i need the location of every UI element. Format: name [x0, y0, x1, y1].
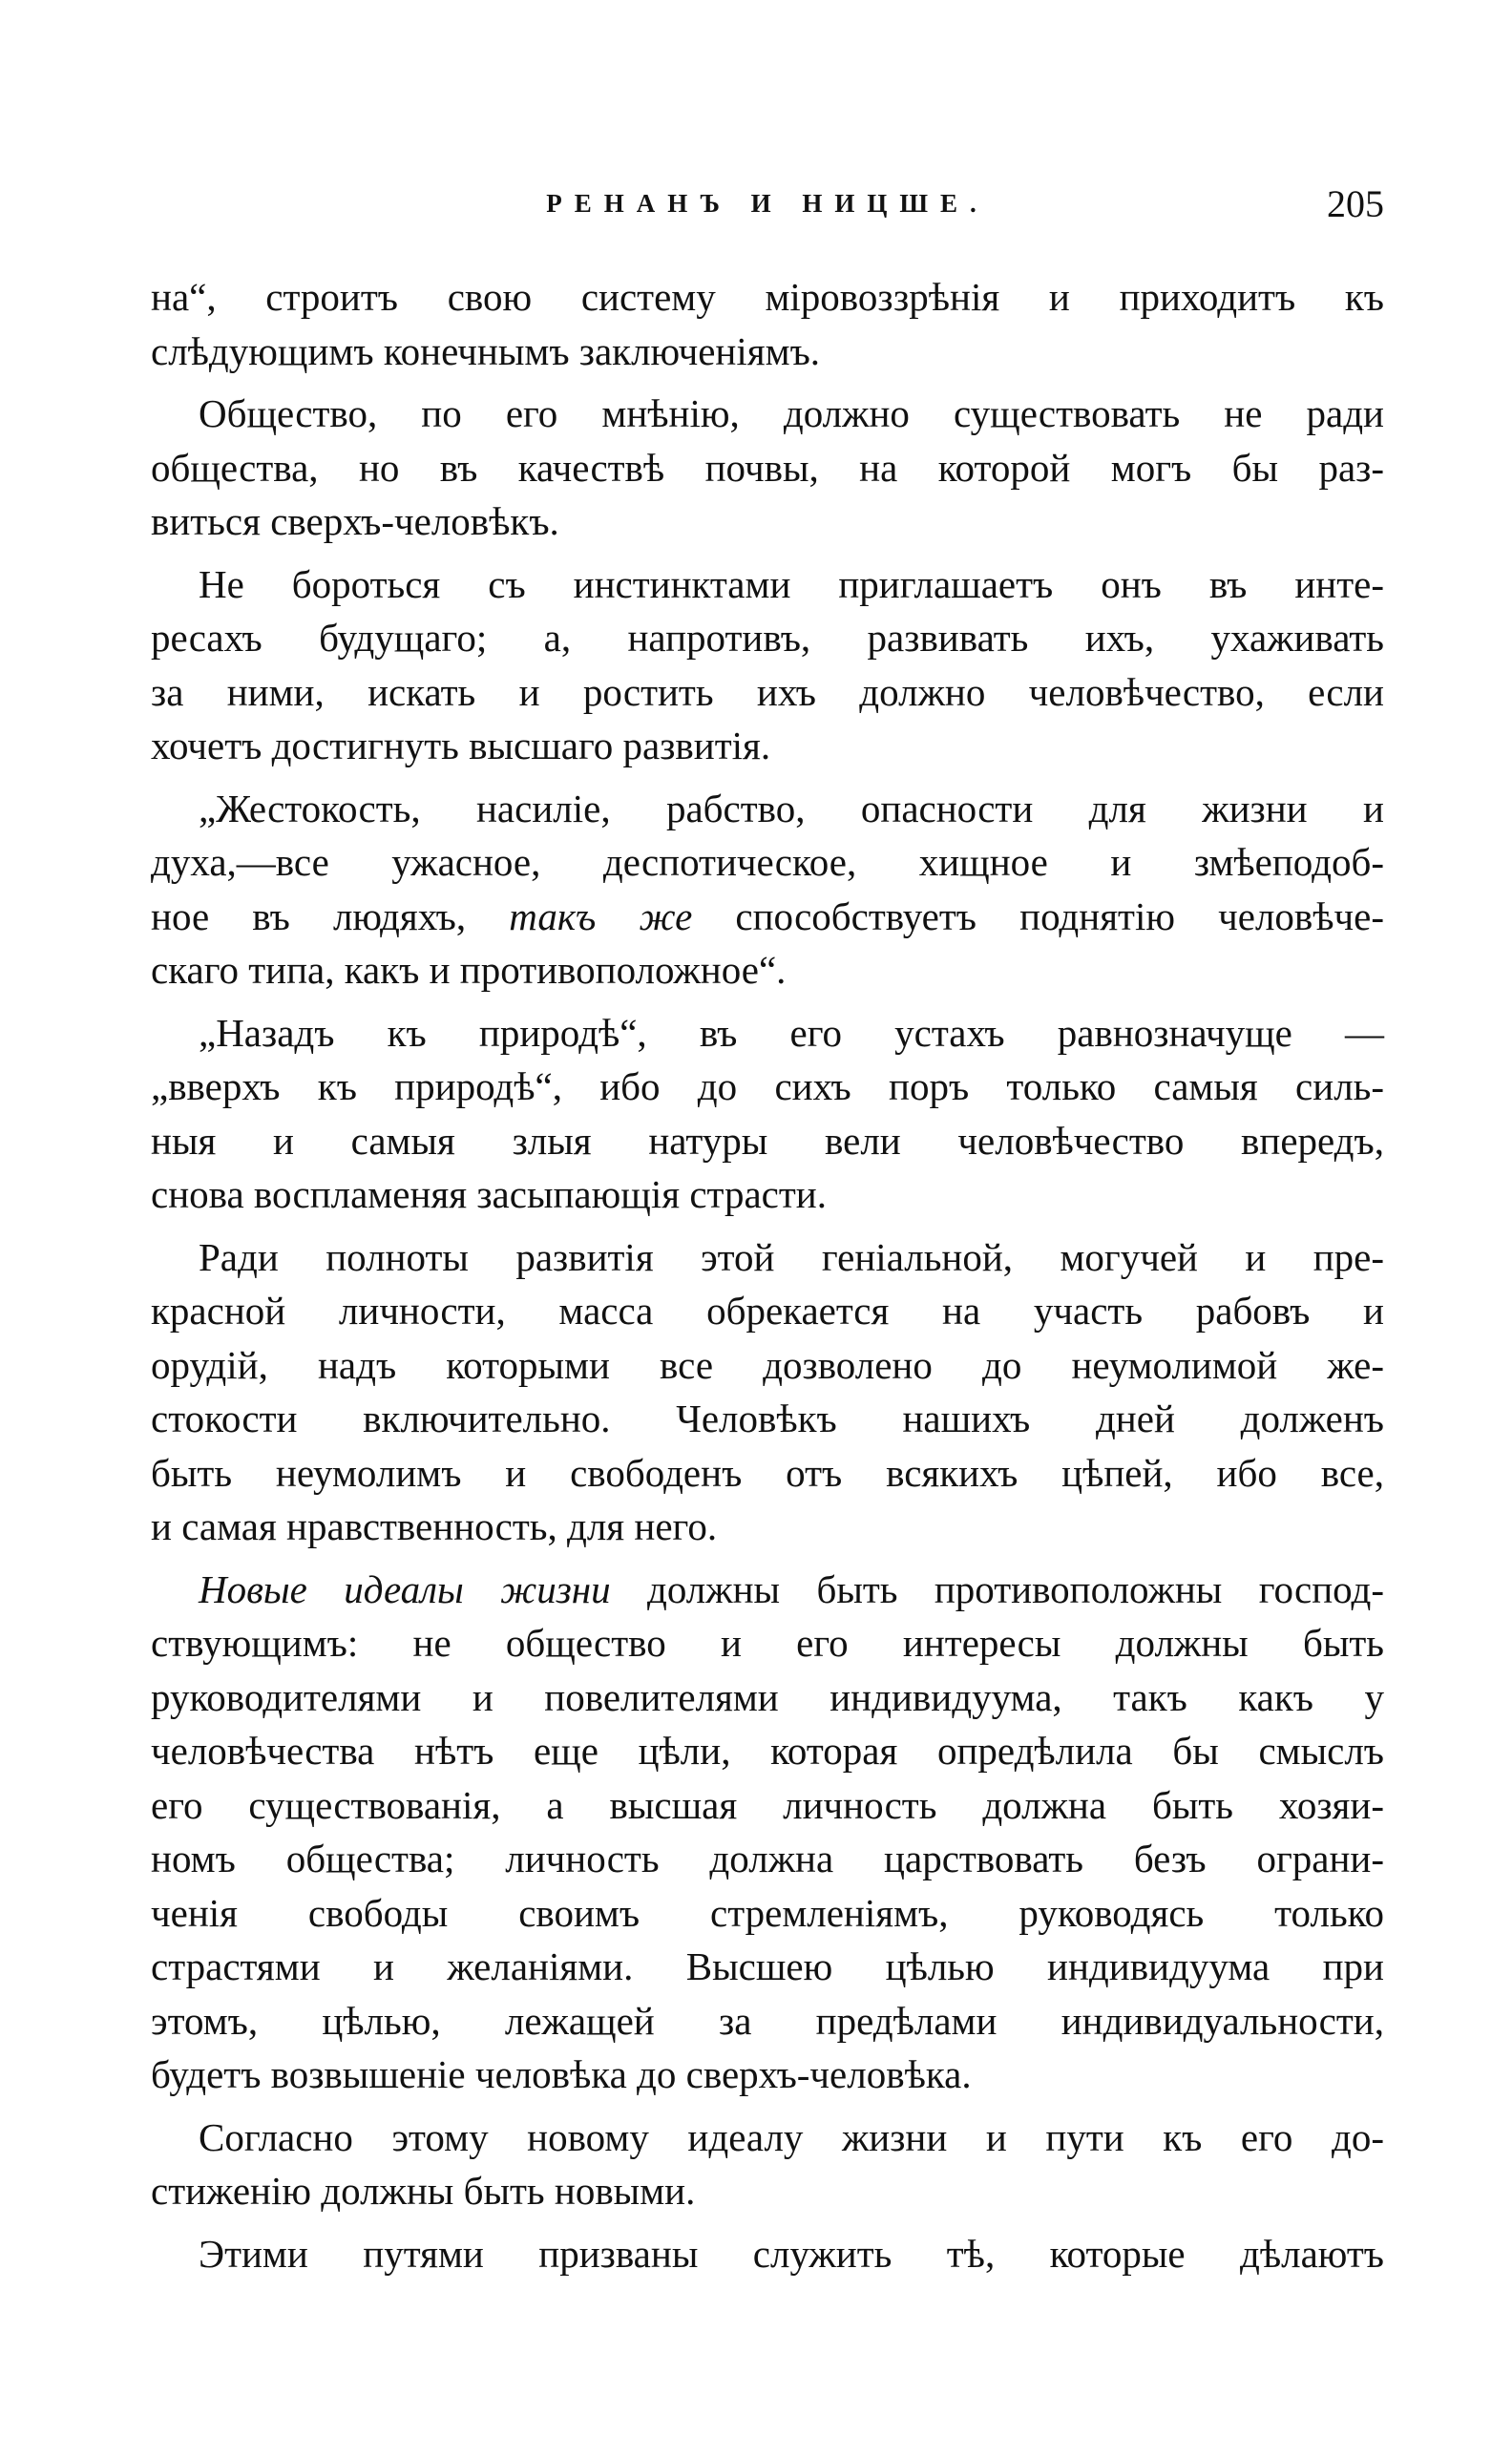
text-segment: ствующимъ: не общество и его интересы должны быть: [151, 1621, 1384, 1665]
italic-emphasis: Новые идеалы жизни: [199, 1566, 611, 1611]
text-segment: „вверхъ къ природѣ“, ибо до сихъ поръ только самыя силь-: [151, 1064, 1384, 1108]
text-line: [151, 1284, 1384, 1338]
text-line: [151, 2048, 1384, 2102]
text-segment: Согласно этому новому идеалу жизни и пути къ его до-: [199, 2114, 1384, 2159]
text-segment: стиженію должны быть новыми.: [151, 2169, 696, 2213]
paragraph: [151, 557, 1384, 773]
text-segment: ныя и самыя злыя натуры вели человѣчество впередъ,: [151, 1118, 1384, 1163]
text-segment: его существованія, а высшая личность должна быть хозяи-: [151, 1782, 1384, 1827]
text-line: [151, 441, 1384, 495]
text-segment: снова воспламеняя засыпающія страсти.: [151, 1172, 827, 1216]
text-line: [151, 1778, 1384, 1833]
text-segment: ченія свободы своимъ стремленіямъ, руководясь только: [151, 1890, 1384, 1935]
text-segment: ресахъ будущаго; а, напротивъ, развивать ихъ, ухаживать: [151, 616, 1384, 660]
text-line: [151, 1167, 1384, 1222]
text-segment: быть неумолимъ и свободенъ отъ всякихъ цѣпей, ибо все,: [151, 1450, 1384, 1495]
text-segment: слѣдующимъ конечнымъ заключеніямъ.: [151, 328, 821, 373]
text-line: [151, 890, 1384, 944]
text-line: [151, 1940, 1384, 1994]
text-line: [151, 1616, 1384, 1670]
paragraph: [151, 1006, 1384, 1222]
text-segment: орудій, надъ которыми все дозволено до неумолимой же-: [151, 1342, 1384, 1387]
text-line: [151, 2227, 1384, 2281]
page-header: [151, 181, 1384, 229]
text-line: [151, 943, 1384, 998]
paragraph: [151, 782, 1384, 998]
text-line: [151, 1114, 1384, 1168]
text-segment: общества, но въ качествѣ почвы, на которой могъ бы раз-: [151, 445, 1384, 490]
text-segment: „Жестокость, насиліе, рабство, опасности для жизни и: [199, 786, 1384, 830]
paragraph: [151, 270, 1384, 378]
text-segment: за ними, искать и ростить ихъ должно человѣчество, если: [151, 669, 1384, 714]
text-line: [151, 325, 1384, 379]
text-segment: скаго типа, какъ и противоположное“.: [151, 948, 787, 992]
text-segment: стокости включительно. Человѣкъ нашихъ дней долженъ: [151, 1397, 1384, 1440]
text-segment: красной личности, масса обрекается на участь рабовъ и: [151, 1289, 1384, 1333]
text-line: [151, 557, 1384, 612]
text-segment: Общество, по его мнѣнію, должно существовать не ради: [199, 391, 1384, 435]
text-segment: человѣчества нѣтъ еще цѣли, которая опредѣлила бы смыслъ: [151, 1729, 1384, 1773]
text-line: [151, 1392, 1384, 1446]
text-segment: способствуетъ поднятію человѣче-: [692, 893, 1385, 938]
text-line: [151, 494, 1384, 549]
paragraph: [151, 1230, 1384, 1554]
text-line: [151, 1994, 1384, 2048]
text-line: [151, 1446, 1384, 1501]
text-line: [151, 1670, 1384, 1725]
paragraph: [151, 1563, 1384, 2102]
text-segment: этомъ, цѣлью, лежащей за предѣлами индивидуальности,: [151, 1998, 1384, 2043]
text-segment: руководителями и повелителями индивидуума, такъ какъ у: [151, 1674, 1384, 1719]
text-segment: должны быть противоположны господ-: [610, 1566, 1384, 1611]
body-text: [151, 270, 1384, 2289]
text-segment: номъ общества; личность должна царствовать безъ ограни-: [151, 1837, 1384, 1880]
text-segment: Ради полноты развитія этой геніальной, могучей и пре-: [199, 1234, 1384, 1279]
page-number: 205: [1327, 182, 1384, 225]
text-line: [151, 611, 1384, 665]
text-line: [151, 2111, 1384, 2165]
text-segment: духа,—все ужасное, деспотическое, хищное и змѣеподоб-: [151, 840, 1384, 884]
text-segment: ное въ людяхъ,: [151, 893, 510, 938]
text-line: [151, 1832, 1384, 1886]
text-line: [151, 387, 1384, 441]
paragraph: [151, 387, 1384, 549]
text-line: [151, 1230, 1384, 1285]
text-segment: Не бороться съ инстинктами приглашаетъ онъ въ инте-: [199, 561, 1384, 606]
running-title: РЕНАНЪ И НИЦШЕ.: [546, 189, 989, 218]
text-line: [151, 1563, 1384, 1617]
text-segment: страстями и желаніями. Высшею цѣлью индивидуума при: [151, 1944, 1384, 1988]
text-line: [151, 1338, 1384, 1393]
text-line: [151, 665, 1384, 720]
text-line: [151, 1500, 1384, 1554]
paragraph: [151, 2227, 1384, 2281]
text-segment: на“, строитъ свою систему міровоззрѣнія и приходитъ къ: [151, 275, 1384, 319]
text-segment: хочетъ достигнуть высшаго развитія.: [151, 724, 771, 767]
text-line: [151, 270, 1384, 325]
italic-emphasis: такъ же: [509, 893, 693, 938]
text-segment: будетъ возвышеніе человѣка до сверхъ-человѣка.: [151, 2052, 972, 2096]
text-line: [151, 1886, 1384, 1941]
paragraph: [151, 2111, 1384, 2218]
text-segment: Этими путями призваны служить тѣ, которые дѣлаютъ: [199, 2231, 1384, 2276]
text-line: [151, 835, 1384, 890]
text-line: [151, 719, 1384, 773]
text-line: [151, 2164, 1384, 2218]
text-line: [151, 1060, 1384, 1114]
text-line: [151, 1006, 1384, 1061]
text-segment: и самая нравственность, для него.: [151, 1504, 718, 1548]
text-line: [151, 782, 1384, 836]
text-line: [151, 1724, 1384, 1778]
text-segment: „Назадъ къ природѣ“, въ его устахъ равнозначуще —: [199, 1010, 1384, 1055]
text-segment: виться сверхъ-человѣкъ.: [151, 499, 559, 543]
